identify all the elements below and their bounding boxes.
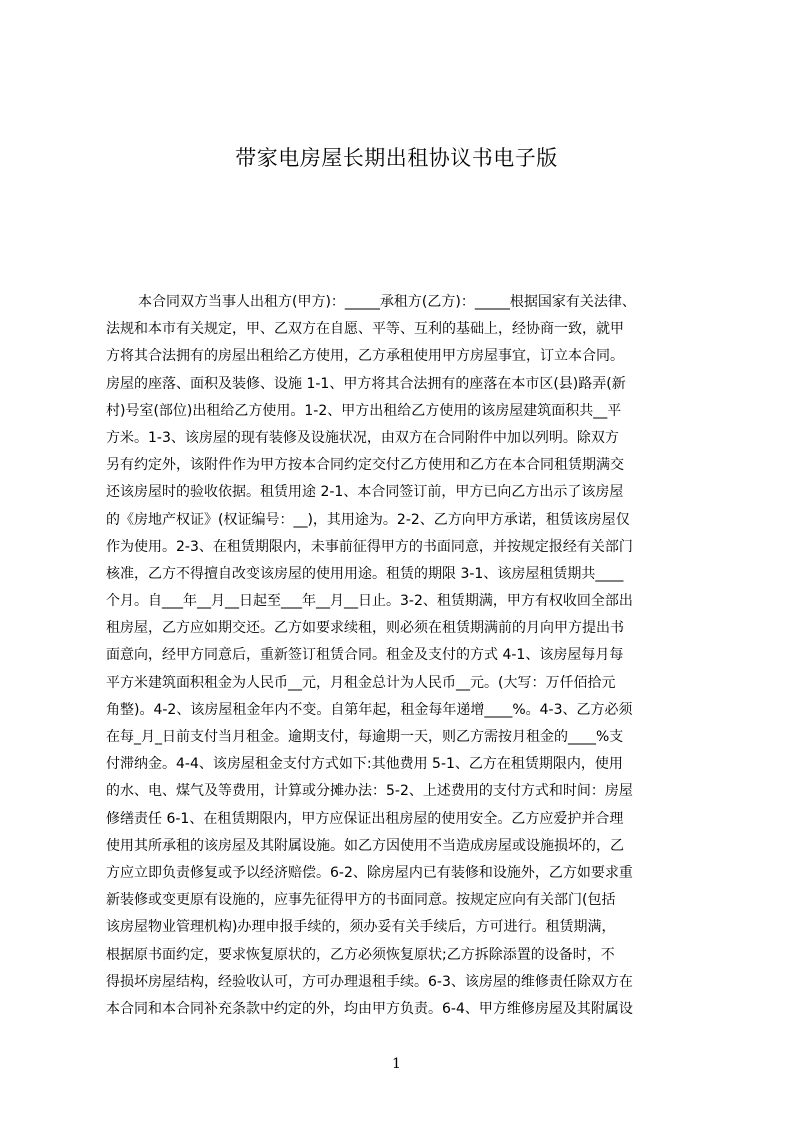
body-line: 另有约定外，该附件作为甲方按本合同约定交付乙方使用和乙方在本合同租赁期满交 [106,457,624,474]
document-body [106,289,698,1023]
body-line: 还该房屋时的验收依据。租赁用途 2-1、本合同签订前，甲方已向乙方出示了该房屋 [106,484,624,501]
page-number: 1 [392,1056,401,1072]
body-line: 使用其所承租的该房屋及其附属设施。如乙方因使用不当造成房屋或设施损坏的，乙 [106,837,624,854]
body-line: 修缮责任 6-1、在租赁期限内，甲方应保证出租房屋的使用安全。乙方应爱护并合理 [106,810,624,827]
body-line: 房屋的座落、面积及装修、设施 1-1、甲方将其合法拥有的座落在本市区(县)路弄(新 [106,375,626,392]
body-line: 根据原书面约定，要求恢复原状的，乙方必须恢复原状;乙方拆除添置的设备时，不 [106,946,615,963]
body-line: 该房屋物业管理机构)办理申报手续的，须办妥有关手续后，方可进行。租赁期满， [106,919,616,936]
body-line: 平方米建筑面积租金为人民币__元，月租金总计为人民币__元。(大写：万仟佰拾元 [106,674,616,691]
document-title: 带家电房屋长期出租协议书电子版 [235,146,558,170]
body-line: 核准，乙方不得擅自改变该房屋的使用用途。租赁的期限 3-1、该房屋租赁期共____ [106,565,624,582]
body-line: 在每_月_日前支付当月租金。逾期支付，每逾期一天，则乙方需按月租金的____%支 [106,729,624,745]
body-line: 的水、电、煤气及等费用，计算或分摊办法：5-2、上述费用的支付方式和时间：房屋 [106,783,633,800]
body-line: 租房屋，乙方应如期交还。乙方如要求续租，则必须在租赁期满前的月向甲方提出书 [106,620,624,637]
body-line: 面意向，经甲方同意后，重新签订租赁合同。租金及支付的方式 4-1、该房屋每月每 [106,647,624,664]
body-line: 本合同和本合同补充条款中约定的外，均由甲方负责。6-4、甲方维修房屋及其附属设 [106,1000,633,1017]
body-line: 得损坏房屋结构，经验收认可，方可办理退租手续。6-3、该房屋的维修责任除双方在 [106,973,633,990]
body-line: 村)号室(部位)出租给乙方使用。1-2、甲方出租给乙方使用的该房屋建筑面积共__平 [106,402,622,419]
body-line: 本合同双方当事人出租方(甲方)：_____承租方(乙方)：_____根据国家有关法律、 [138,294,636,310]
body-line: 方将其合法拥有的房屋出租给乙方使用，乙方承租使用甲方房屋事宜，订立本合同。 [106,348,624,365]
body-line: 方应立即负责修复或予以经济赔偿。6-2、除房屋内已有装修和设施外，乙方如要求重 [106,864,633,881]
body-line: 个月。自___年__月__日起至___年__月__日止。3-2、租赁期满，甲方有权收回全部出 [106,593,633,610]
body-line: 法规和本市有关规定，甲、乙双方在自愿、平等、互利的基础上，经协商一致，就甲 [106,321,624,338]
body-line: 方米。1-3、该房屋的现有装修及设施状况，由双方在合同附件中加以列明。除双方 [106,429,619,446]
body-line: 作为使用。2-3、在租赁期限内，未事前征得甲方的书面同意，并按规定报经有关部门 [106,538,633,555]
body-line: 角整)。4-2、该房屋租金年内不变。自第年起，租金每年递增____%。4-3、乙方必须 [106,701,633,718]
body-line: 付滞纳金。4-4、该房屋租金支付方式如下:其他费用 5-1、乙方在租赁期限内，使用 [106,756,623,773]
body-line: 的《房地产权证》(权证编号：__)，其用途为。2-2、乙方向甲方承诺，租赁该房屋仅 [106,511,630,528]
body-line: 新装修或变更原有设施的，应事先征得甲方的书面同意。按规定应向有关部门(包括 [106,892,616,909]
